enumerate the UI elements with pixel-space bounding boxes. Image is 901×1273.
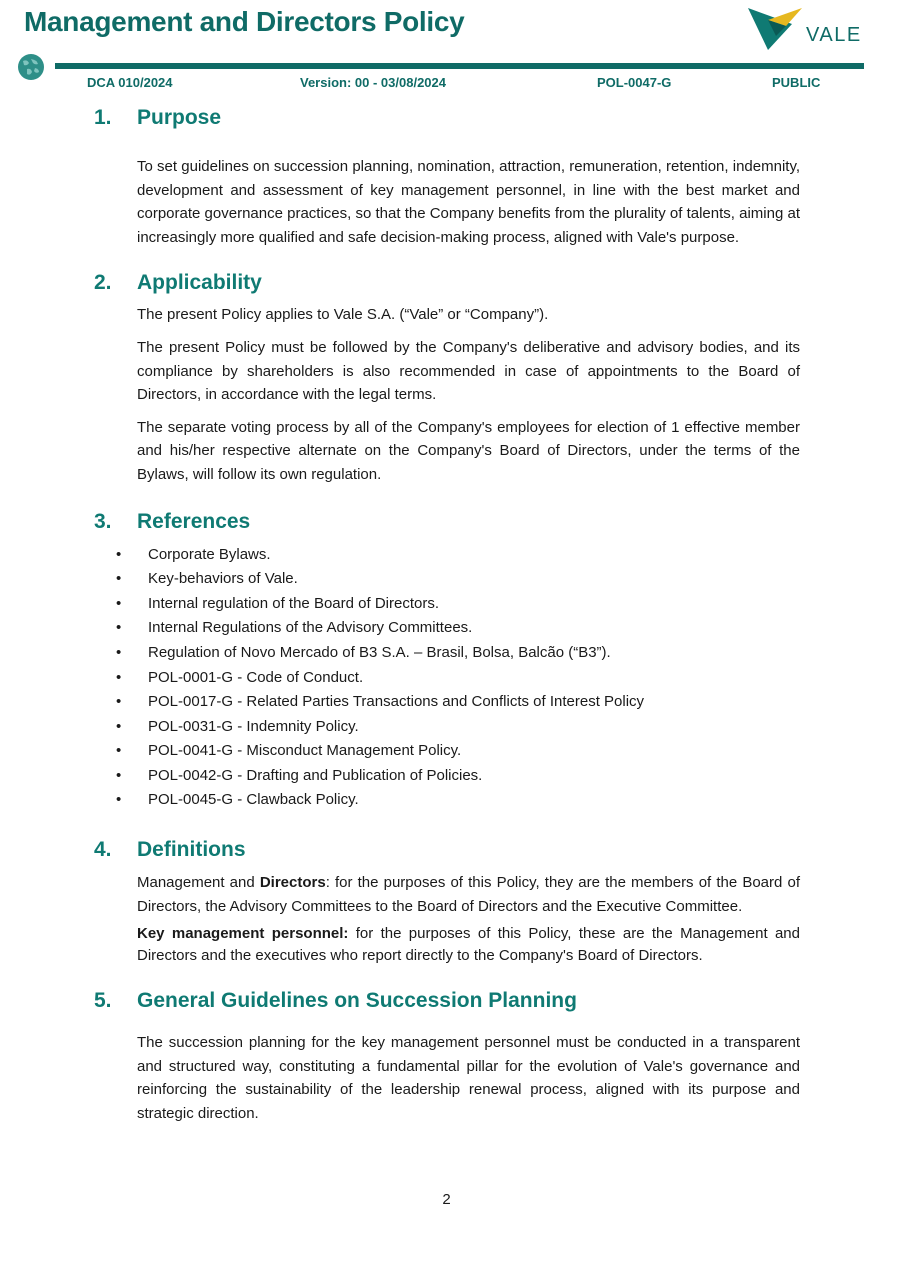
globe-icon bbox=[17, 53, 45, 81]
paragraph: The succession planning for the key management personnel must be conducted in a transparent and structured way, constituting a fundamental pillar for the evolution of Vale's governance and reinforcing the sustainability of the leadership renewal process, aligned with its purpose and strategic direction. bbox=[137, 1034, 800, 1123]
section-heading bbox=[0, 510, 901, 543]
vale-logo bbox=[746, 6, 864, 54]
reference-text: Internal regulation of the Board of Directors. bbox=[148, 594, 439, 612]
section-heading bbox=[0, 838, 901, 871]
section-title: References bbox=[137, 509, 251, 533]
list-item bbox=[0, 641, 901, 666]
meta-code: POL-0047-G bbox=[597, 75, 672, 90]
bullet: • bbox=[116, 643, 122, 661]
list-item bbox=[0, 739, 901, 764]
reference-text: POL-0001-G - Code of Conduct. bbox=[148, 668, 364, 686]
section-number: 4. bbox=[94, 838, 112, 862]
list-item bbox=[0, 764, 901, 789]
section-number: 1. bbox=[94, 106, 112, 129]
paragraph: To set guidelines on succession planning, nomination, attraction, remuneration, retention, indemnity, development and assessment of key management personnel, in line with the best market and corporate governance practices, so that the Company benefits from the plurality of talents, aiming at increasingly more qualified and safe decision-making process, aligned with Vale's purpose. bbox=[137, 158, 800, 246]
paragraph: The separate voting process by all of the Company's employees for election of 1 effective member and his/her respective alternate on the Company's Board of Directors, under the terms of the Bylaws, will follow its own regulation. bbox=[137, 418, 800, 483]
list-item bbox=[0, 567, 901, 592]
reference-text: POL-0041-G - Misconduct Management Policy. bbox=[148, 742, 462, 760]
section-title: General Guidelines on Succession Planning bbox=[137, 989, 577, 1013]
bullet: • bbox=[116, 594, 122, 612]
section-title: Purpose bbox=[137, 106, 222, 129]
meta-version: Version: 00 - 03/08/2024 bbox=[300, 75, 446, 90]
header-divider bbox=[55, 63, 864, 69]
paragraph: The present Policy must be followed by the Company's deliberative and advisory bodies, and its compliance by shareholders is also recommended in case of appointments to the Board of Directors, in accordance with the legal terms. bbox=[137, 338, 800, 404]
section-applicability bbox=[0, 271, 901, 486]
bullet: • bbox=[116, 545, 122, 563]
list-item bbox=[0, 690, 901, 715]
definition-text: for the purposes of this Policy, these are the Management and Directors and the executives who report directly to the Company's Board of Directors. bbox=[137, 925, 800, 965]
definition-prefix: Management and bbox=[137, 874, 260, 892]
list-item bbox=[0, 616, 901, 641]
section-heading bbox=[0, 106, 901, 146]
paragraph: The present Policy applies to Vale S.A. (“Vale” or “Company”). bbox=[137, 306, 549, 324]
section-definitions bbox=[0, 838, 901, 967]
reference-text: Corporate Bylaws. bbox=[148, 545, 271, 563]
section-title: Applicability bbox=[137, 271, 262, 295]
section-heading bbox=[0, 271, 901, 303]
logo-text: VALE bbox=[806, 24, 862, 46]
section-title: Definitions bbox=[137, 838, 246, 862]
reference-text: POL-0031-G - Indemnity Policy. bbox=[148, 717, 359, 735]
document-title: Management and Directors Policy bbox=[24, 6, 465, 37]
list-item bbox=[0, 543, 901, 568]
section-number: 3. bbox=[94, 509, 112, 533]
reference-text: Regulation of Novo Mercado of B3 S.A. – Brasil, Bolsa, Balcão (“B3”). bbox=[148, 643, 611, 661]
section-references bbox=[0, 510, 901, 814]
reference-list bbox=[0, 543, 901, 814]
bullet: • bbox=[116, 619, 122, 637]
bullet: • bbox=[116, 693, 122, 711]
reference-text: POL-0045-G - Clawback Policy. bbox=[148, 791, 359, 809]
section-heading bbox=[0, 989, 901, 1029]
bullet: • bbox=[116, 570, 122, 588]
definition-key-personnel bbox=[137, 923, 800, 967]
reference-text: POL-0042-G - Drafting and Publication of Policies. bbox=[148, 766, 483, 784]
bullet: • bbox=[116, 717, 122, 735]
section-number: 5. bbox=[94, 989, 112, 1013]
bullet: • bbox=[116, 791, 122, 809]
section-succession-planning bbox=[0, 989, 901, 1125]
definition-directors bbox=[137, 871, 800, 918]
reference-text: Key-behaviors of Vale. bbox=[148, 570, 298, 588]
definition-text: : for the purposes of this Policy, they are the members of the Board of Directors, the Advisory Committees to the Board of Directors and the Executive Committee. bbox=[137, 874, 800, 915]
reference-text: Internal Regulations of the Advisory Committees. bbox=[148, 619, 473, 637]
reference-text: POL-0017-G - Related Parties Transactions and Conflicts of Interest Policy bbox=[148, 693, 645, 711]
section-purpose bbox=[0, 106, 901, 249]
vale-logo-icon bbox=[746, 6, 806, 52]
meta-classification: PUBLIC bbox=[772, 75, 821, 90]
list-item bbox=[0, 715, 901, 740]
list-item bbox=[0, 788, 901, 813]
bullet: • bbox=[116, 668, 122, 686]
definition-term: Key management personnel: bbox=[137, 925, 349, 943]
document-body bbox=[0, 100, 901, 1126]
list-item bbox=[0, 592, 901, 617]
page-number: 2 bbox=[442, 1191, 451, 1208]
section-number: 2. bbox=[94, 271, 112, 295]
bullet: • bbox=[116, 766, 122, 784]
definition-term: Directors bbox=[259, 874, 326, 892]
meta-dca: DCA 010/2024 bbox=[87, 75, 173, 90]
list-item bbox=[0, 666, 901, 691]
bullet: • bbox=[116, 742, 122, 760]
